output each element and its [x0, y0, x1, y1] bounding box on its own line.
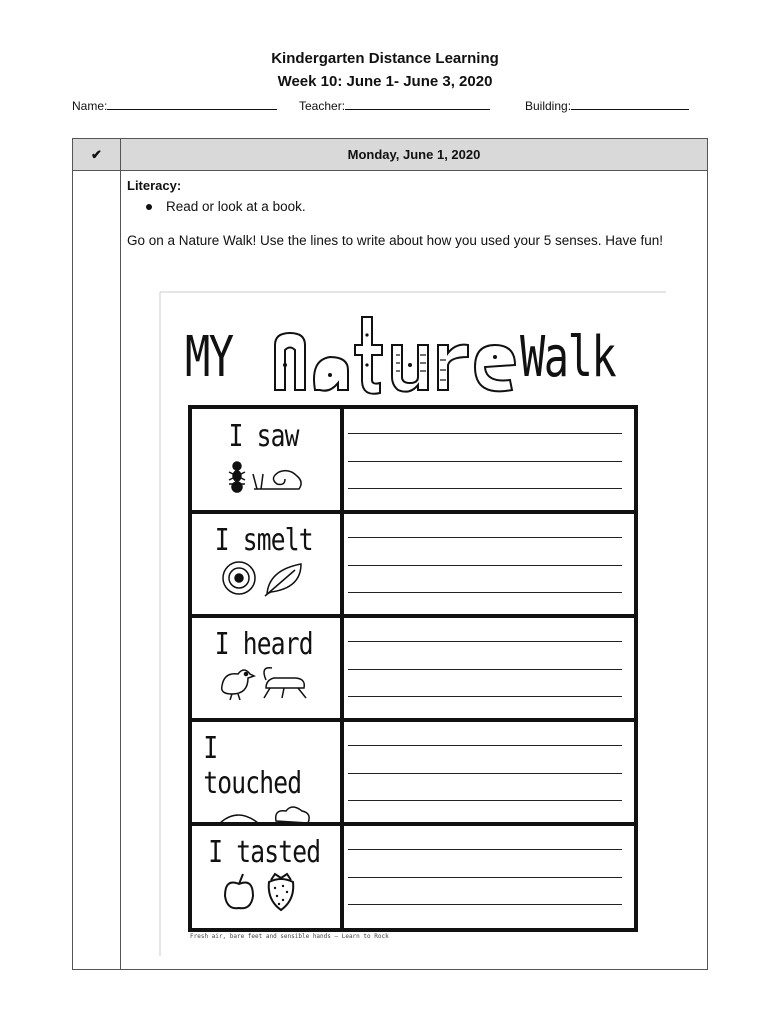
sense-row-touched [190, 719, 636, 823]
building-line[interactable] [571, 98, 689, 110]
day-heading: Monday, June 1, 2020 [121, 139, 708, 171]
sense-row-tasted [190, 823, 636, 927]
literacy-heading: Literacy: [127, 178, 182, 193]
page-title: Kindergarten Distance Learning [271, 50, 499, 67]
title-walk: Walk [520, 325, 616, 390]
instructions-text: Go on a Nature Walk! Use the lines to write about how you used your 5 senses. Have fun! [127, 233, 664, 248]
sense-label: I touched [203, 731, 302, 801]
teacher-field[interactable] [299, 98, 490, 113]
apple-strawberry-icons [219, 870, 309, 914]
worksheet-title [185, 305, 645, 395]
worksheet-footnote: Fresh air, bare feet and sensible hands – Learn to Rock [190, 933, 389, 940]
name-line[interactable] [107, 98, 277, 110]
title-my: MY [185, 325, 233, 390]
check-cell[interactable] [73, 171, 121, 970]
sense-label: I smelt [215, 523, 313, 558]
teacher-line[interactable] [345, 98, 490, 110]
sense-row-saw [190, 407, 636, 511]
bullet-dot-icon [146, 204, 152, 210]
sense-row-heard [190, 615, 636, 719]
bird-cricket-icons [214, 662, 314, 702]
leaf-cloud-icons [214, 801, 314, 823]
ant-snail-icons [219, 454, 309, 494]
bullet-item [146, 199, 306, 214]
bullet-text: Read or look at a book. [166, 199, 306, 214]
name-field[interactable] [72, 98, 277, 113]
teacher-label: Teacher: [299, 99, 346, 113]
building-label: Building: [525, 99, 572, 113]
name-label: Name: [72, 99, 108, 113]
sense-label: I saw [229, 419, 299, 454]
sense-label: I heard [215, 627, 313, 662]
flower-leaf-icons [219, 558, 309, 598]
page-subtitle: Week 10: June 1- June 3, 2020 [277, 73, 493, 90]
building-field[interactable] [525, 98, 689, 113]
sense-row-smelt [190, 511, 636, 615]
title-nature-decorated [270, 305, 520, 395]
checkmark-header[interactable]: ✔ [73, 139, 121, 171]
sense-label: I tasted [208, 835, 320, 870]
